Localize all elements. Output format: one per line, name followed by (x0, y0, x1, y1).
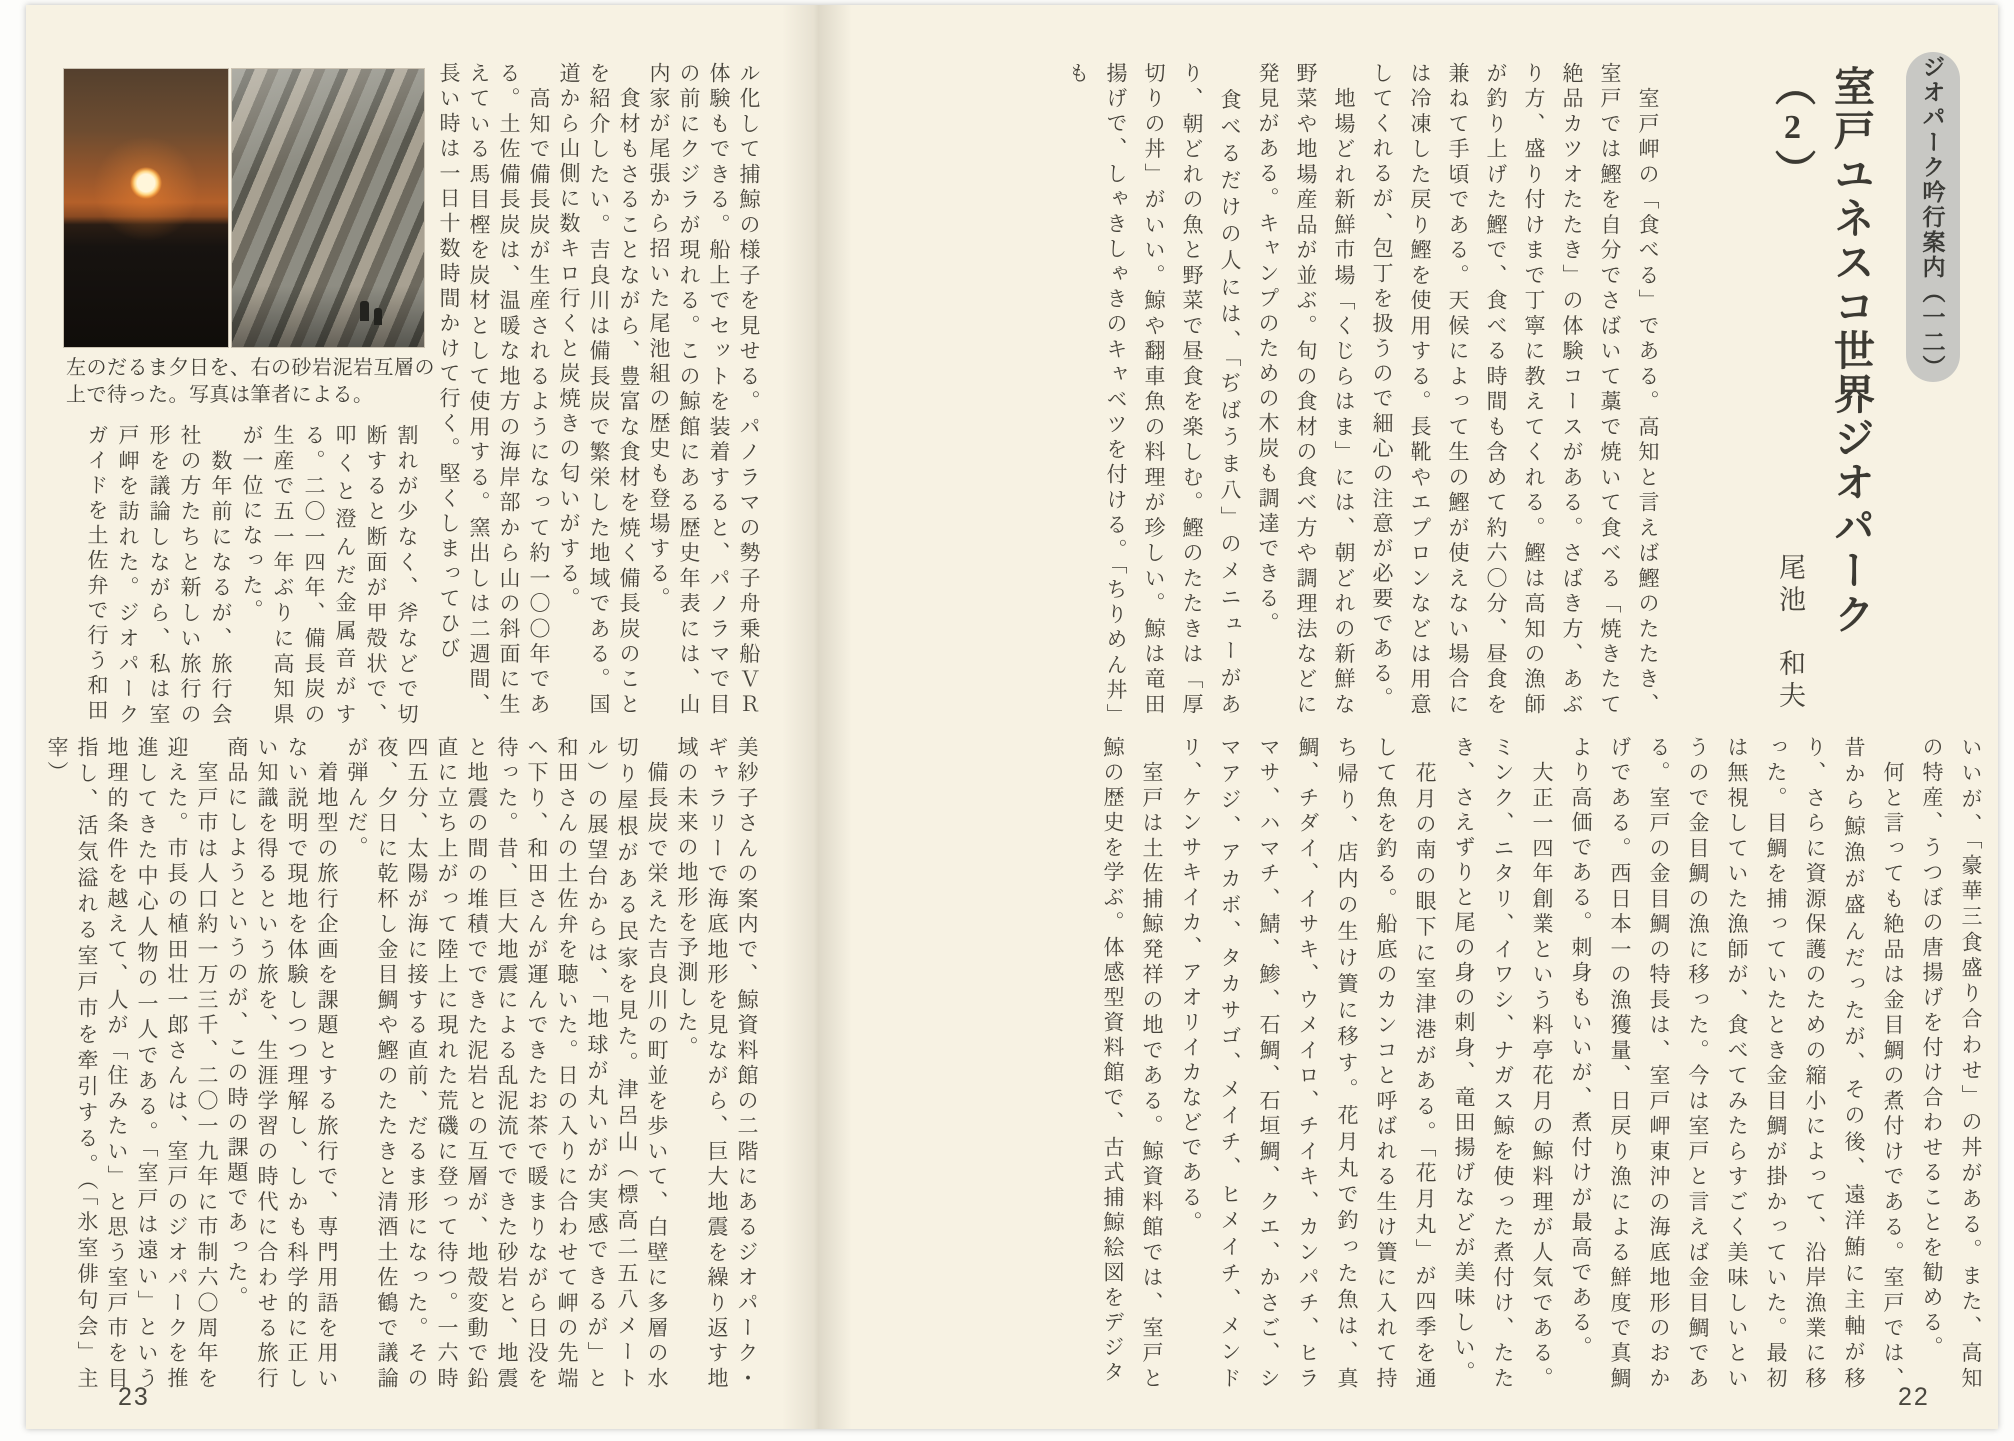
photo-caption: 左のだるま夕日を、右の砂岩泥岩互層の上で待った。写真は筆者による。 (66, 357, 435, 406)
left-page-lower-text-band (45, 736, 762, 1392)
text-paragraph: 室戸市は人口約一万三千、二〇一九年に市制六〇周年を迎えた。市長の植田壮一郎さんは、室戸のジオパークを推進してきた中心人物の一人である。「室戸は遠い」という地理的条件を越えて、人が「住みたい」と思う室戸市を目指し、活気溢れる室戸市を牽引する。（「氷室俳句会」主宰） (45, 736, 219, 1392)
series-kicker-label: ジオパーク吟行案内（一二） (1919, 54, 1946, 380)
text-paragraph: 美紗子さんの案内で、鯨資料館の二階にあるジオパーク・ギャラリーで海底地形を見ながら、巨大地震を繰り返す地域の未来の地形を予測した。 (675, 736, 759, 1392)
text-paragraph: 地場どれ新鮮市場「くじらはま」には、朝どれの新鮮な野菜や地場産品が並ぶ。旬の食材の食べ方や調理法などに発見がある。キャンプのための木炭も調達できる。 (1256, 62, 1356, 718)
daruma-sunset-photo (64, 69, 228, 347)
text-paragraph: 室戸は土佐捕鯨発祥の地である。鯨資料館では、室戸と鯨の歴史を学ぶ。体感型資料館で、古式捕鯨絵図をデジタ (1101, 736, 1164, 1392)
left-page-upper-text-band-short-columns (64, 424, 422, 728)
person-silhouette (374, 308, 382, 325)
text-paragraph: ル化して捕鯨の様子を見せる。パノラマの勢子舟乗船ＶＲ体験もできる。船上でセットを装着すると、パノラマで目の前にクジラが現れる。この鯨館にある歴史年表には、山内家が尾張から招いた尾池組の歴史も登場する。 (647, 62, 761, 718)
text-paragraph: 食材もさることながら、豊富な食材を焼く備長炭のことを紹介したい。吉良川は備長炭で繁栄した地域である。国道から山側に数キロ行くと炭焼きの匂いがする。 (557, 62, 641, 718)
page-number-left: 23 (118, 1383, 150, 1411)
text-paragraph: 着地型の旅行企画を課題とする旅行で、専門用語を用いない説明で現地を体験しつつ理解し、しかも科学的に正しい知識を得るという旅を、生涯学習の時代に合わせる旅行商品にしようというのが、この時の課題であった。 (225, 736, 339, 1392)
person-silhouette (360, 301, 369, 321)
series-kicker-badge (1906, 52, 1960, 382)
text-paragraph: 割れが少なく、斧などで切断すると断面が甲殻状で、叩くと澄んだ金属音がする。二〇一四年、備長炭の生産で五一年ぶりに高知県が一位になった。 (240, 424, 419, 728)
article-title-text: 室戸ユネスコ世界ジオパーク (1828, 65, 1874, 637)
article-title-number: 2 (1774, 109, 1811, 149)
text-paragraph: 高知で備長炭が生産されるようになって約一〇〇年である。土佐備長炭は、温暖な地方の海岸部から山の斜面に生えている馬目樫を炭材として使用する。窯出しは二週間、長い時は一日十数時間かけて行く。堅くしまってひび (437, 62, 551, 718)
article-title: 室戸ユネスコ世界ジオパーク（2） (1769, 65, 1874, 637)
text-paragraph: 数年前になるが、旅行会社の方たちと新しい旅行の形を議論しながら、私は室戸岬を訪れた。ジオパークガイドを土佐弁で行う和田 (85, 424, 233, 728)
text-paragraph: 大正一四年創業という料亭花月の鯨料理が人気である。ミンク、ニタリ、イワシ、ナガス鯨を使った煮付け、たたき、さえずりと尾の身の刺身、竜田揚げなどが美味しい。 (1452, 736, 1554, 1392)
left-page-upper-text-band-full-columns (428, 62, 764, 718)
paper-spread (26, 5, 1998, 1429)
right-page-upper-text-band (1066, 62, 1667, 718)
text-paragraph: 何と言っても絶品は金目鯛の煮付けである。室戸では、昔から鯨漁が盛んだったが、その後、遠洋鮪に主軸が移り、さらに資源保護のための縮小によって、沿岸漁業に移った。目鯛を捕っていたとき金目鯛が掛かっていた。最初は無視していた漁師が、食べてみたらすごく美味しいというので金目鯛の漁に移った。今は室戸と言えば金目鯛である。室戸の金目鯛の特長は、室戸岬東沖の海底地形のおかげである。西日本一の漁獲量、日戻り漁による鮮度で真鯛より高価である。刺身もいいが、煮付けが最高である。 (1569, 736, 1905, 1392)
page-number-right: 22 (1898, 1383, 1930, 1411)
spine-gutter-shadow (782, 5, 852, 1429)
text-paragraph: 食べるだけの人には、「ぢばうま八」のメニューがあり、朝どれの魚と野菜で昼食を楽しむ。鰹のたたきは「厚切りの丼」がいい。鯨や翻車魚の料理が珍しい。鯨は竜田揚げで、しゃきしゃきのキャベツを付ける。「ちりめん丼」も (1066, 62, 1242, 718)
right-page-lower-text-band (1078, 736, 1990, 1392)
article-author: 尾池 和夫 (1775, 553, 1805, 713)
text-paragraph: 備長炭で栄えた吉良川の町並を歩いて、白壁に多層の水切り屋根がある民家を見た。津呂山（標高二五八メートル）の展望台からは、「地球が丸いがが実感できるが」と和田さんの土佐弁を聴いた。日の入りに合わせて岬の先端へ下り、和田さんが運んできたお茶で暖まりながら日没を待った。昔、巨大地震による乱泥流でできた砂岩と、地震と地震の間の堆積でできた泥岩との互層が、地殻変動で鉛直に立ち上がって陸上に現れた荒磯に登って待つ。一六時四五分、太陽が海に接する直前、だるま形になった。その夜、夕日に乾杯し金目鯛や鰹のたたきと清酒土佐鶴で議論が弾んだ。 (345, 736, 669, 1392)
text-paragraph: いいが、「豪華三食盛り合わせ」の丼がある。また、高知の特産、うつぼの唐揚げを付け合わせることを勧める。 (1920, 736, 1983, 1392)
sandstone-mudstone-rocks-photo (232, 69, 424, 347)
text-paragraph: 室戸岬の「食べる」である。高知と言えば鰹のたたき、室戸では鰹を自分でさばいて藁で焼いて食べる「焼きたて絶品カツオたたき」の体験コースがある。さばき方、あぶり方、盛り付けまで丁寧に教えてくれる。鰹は高知の漁師が釣り上げた鰹で、食べる時間も含めて約六〇分、昼食を兼ねて手頃である。天候によって生の鰹が使えない場合には冷凍した戻り鰹を使用する。長靴やエプロンなどは用意してくれるが、包丁を扱うので細心の注意が必要である。 (1370, 62, 1660, 718)
text-paragraph: 花月の南の眼下に室津港がある。「花月丸」が四季を通して魚を釣る。船底のカンコと呼ばれる生け簀に入れて持ち帰り、店内の生け簀に移す。花月丸で釣った魚は、真鯛、チダイ、イサキ、ウメイロ、チイキ、カンパチ、ヒラマサ、ハマチ、鯖、鯵、石鯛、石垣鯛、クエ、かさご、シマアジ、アカボ、タカサゴ、メイチ、ヒメイチ、メンドリ、ケンサキイカ、アオリイカなどである。 (1179, 736, 1437, 1392)
